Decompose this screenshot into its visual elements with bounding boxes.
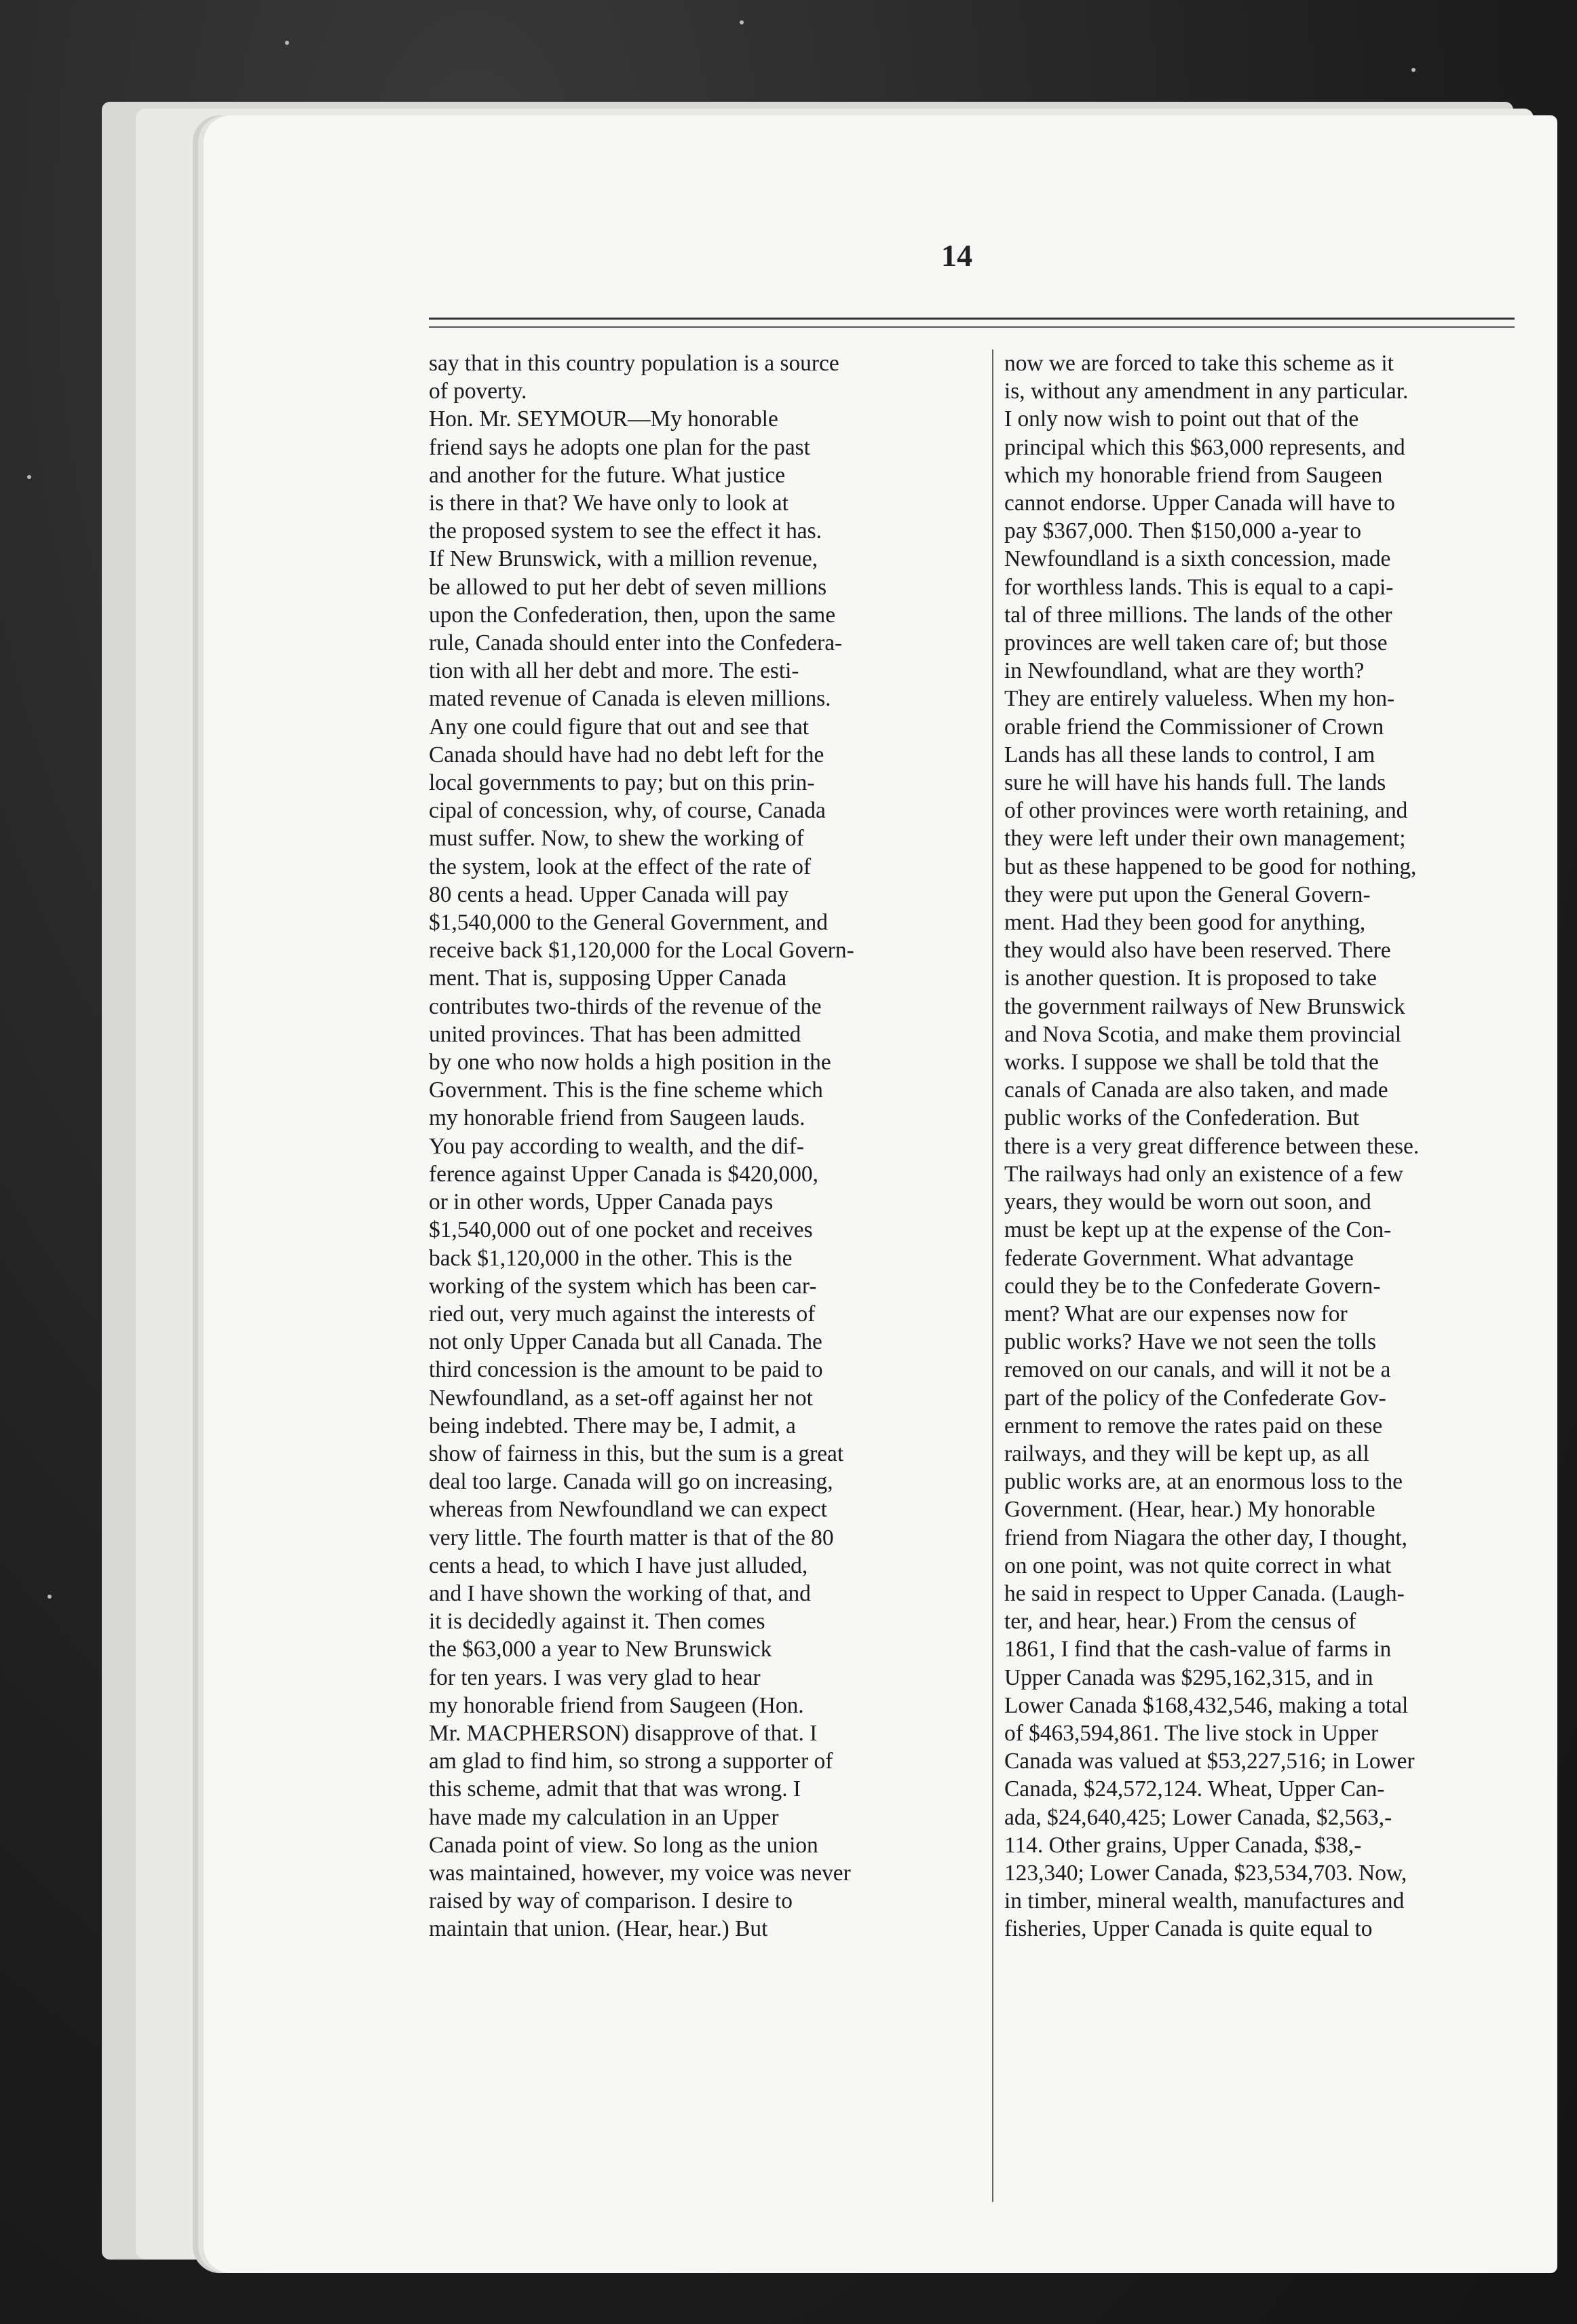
- text-line: of other provinces were worth retaining, and: [1004, 798, 1408, 824]
- text-line: 1861, I find that the cash-value of farms in: [1004, 1637, 1392, 1662]
- text-line: upon the Confederation, then, upon the same: [429, 602, 836, 628]
- text-line: Newfoundland is a sixth concession, made: [1004, 546, 1391, 572]
- text-line: They are entirely valueless. When my hon-: [1004, 686, 1395, 712]
- text-line: Mr. MACPHERSON) disapprove of that. I: [429, 1720, 818, 1746]
- text-line: the government railways of New Brunswick: [1004, 993, 1405, 1019]
- text-line: show of fairness in this, but the sum is a great: [429, 1441, 844, 1466]
- text-line: ference against Upper Canada is $420,000,: [429, 1161, 818, 1187]
- text-line: is there in that? We have only to look at: [429, 491, 788, 516]
- text-line: ment? What are our expenses now for: [1004, 1301, 1348, 1327]
- text-line: and I have shown the working of that, and: [429, 1580, 811, 1606]
- text-line: Upper Canada was $295,162,315, and in: [1004, 1664, 1373, 1690]
- dust-speck: [27, 475, 31, 479]
- text-line: of $463,594,861. The live stock in Upper: [1004, 1720, 1379, 1746]
- text-line: fisheries, Upper Canada is quite equal to: [1004, 1916, 1373, 1942]
- text-line: If New Brunswick, with a million revenue,: [429, 546, 818, 572]
- text-line: but as these happened to be good for nothing,: [1004, 854, 1417, 879]
- text-line: whereas from Newfoundland we can expect: [429, 1497, 827, 1523]
- text-line: orable friend the Commissioner of Crown: [1004, 714, 1384, 740]
- text-line: there is a very great difference between these.: [1004, 1133, 1420, 1159]
- text-line: and another for the future. What justice: [429, 462, 786, 488]
- text-line: provinces are well taken care of; but those: [1004, 630, 1388, 656]
- text-line: by one who now holds a high position in the: [429, 1050, 831, 1075]
- right-text-column: [992, 349, 1559, 1943]
- text-line: it is decidedly against it. Then comes: [429, 1609, 765, 1635]
- text-line: be allowed to put her debt of seven millions: [429, 574, 827, 600]
- text-line: they would also have been reserved. There: [1004, 938, 1391, 964]
- text-line: maintain that union. (Hear, hear.) But: [429, 1916, 768, 1942]
- text-line: 80 cents a head. Upper Canada will pay: [429, 881, 789, 907]
- text-line: canals of Canada are also taken, and made: [1004, 1078, 1388, 1103]
- text-line: have made my calculation in an Upper: [429, 1804, 779, 1830]
- text-line: cannot endorse. Upper Canada will have to: [1004, 491, 1395, 516]
- text-line: Lower Canada $168,432,546, making a total: [1004, 1692, 1409, 1718]
- text-line: ried out, very much against the interests of: [429, 1301, 816, 1327]
- text-line: contributes two-thirds of the revenue of the: [429, 993, 822, 1019]
- text-line: friend from Niagara the other day, I thought,: [1004, 1525, 1408, 1550]
- text-line: public works? Have we not seen the tolls: [1004, 1329, 1377, 1355]
- text-line: mated revenue of Canada is eleven millions.: [429, 686, 831, 712]
- page-number: 14: [941, 238, 972, 273]
- text-line: Government. (Hear, hear.) My honorable: [1004, 1497, 1375, 1523]
- text-line: united provinces. That has been admitted: [429, 1021, 801, 1047]
- text-line: being indebted. There may be, I admit, a: [429, 1413, 796, 1439]
- text-line: the system, look at the effect of the rate of: [429, 854, 812, 879]
- text-line: cipal of concession, why, of course, Canada: [429, 798, 826, 824]
- text-line: of poverty.: [429, 379, 527, 404]
- text-line: which my honorable friend from Saugeen: [1004, 462, 1383, 488]
- text-line: cents a head, to which I have just alluded,: [429, 1552, 808, 1578]
- text-line: back $1,120,000 in the other. This is the: [429, 1245, 793, 1271]
- text-line: say that in this country population is a source: [429, 351, 839, 376]
- text-line: ernment to remove the rates paid on these: [1004, 1413, 1383, 1439]
- text-line: they were put upon the General Govern-: [1004, 881, 1371, 907]
- dust-speck: [285, 41, 289, 45]
- text-line: working of the system which has been car-: [429, 1273, 817, 1299]
- text-line: part of the policy of the Confederate Gov-: [1004, 1385, 1386, 1411]
- dust-speck: [48, 1595, 52, 1599]
- text-line: Canada point of view. So long as the union: [429, 1832, 818, 1858]
- text-line: ment. Had they been good for anything,: [1004, 910, 1366, 936]
- text-line: now we are forced to take this scheme as it: [1004, 351, 1394, 376]
- text-line: Canada was valued at $53,227,516; in Lower: [1004, 1749, 1415, 1774]
- dust-speck: [740, 20, 744, 24]
- text-line: am glad to find him, so strong a supporter of: [429, 1749, 833, 1774]
- header-rule: [429, 318, 1515, 320]
- text-line: receive back $1,120,000 for the Local Govern-: [429, 938, 854, 964]
- text-line: federate Government. What advantage: [1004, 1245, 1354, 1271]
- text-line: ment. That is, supposing Upper Canada: [429, 966, 787, 991]
- dust-speck: [1411, 68, 1416, 72]
- text-line: my honorable friend from Saugeen (Hon.: [429, 1692, 804, 1718]
- header-rule: [429, 326, 1515, 328]
- text-line: You pay according to wealth, and the dif-: [429, 1133, 804, 1159]
- text-line: is, without any amendment in any particular.: [1004, 379, 1409, 404]
- text-line: Lands has all these lands to control, I am: [1004, 742, 1375, 767]
- text-line: Canada should have had no debt left for the: [429, 742, 824, 767]
- text-line: works. I suppose we shall be told that the: [1004, 1050, 1379, 1075]
- left-text-column: [429, 349, 992, 1943]
- text-line: they were left under their own management;: [1004, 826, 1406, 852]
- text-line: for worthless lands. This is equal to a capi-: [1004, 574, 1394, 600]
- text-line: not only Upper Canada but all Canada. The: [429, 1329, 822, 1355]
- text-line: this scheme, admit that that was wrong. I: [429, 1776, 801, 1802]
- text-line: must suffer. Now, to shew the working of: [429, 826, 804, 852]
- text-line: Any one could figure that out and see that: [429, 714, 810, 740]
- text-line: rule, Canada should enter into the Confedera-: [429, 630, 843, 656]
- text-line: must be kept up at the expense of the Con-: [1004, 1217, 1392, 1243]
- text-line: removed on our canals, and will it not be a: [1004, 1357, 1391, 1383]
- text-line: the proposed system to see the effect it has.: [429, 518, 822, 544]
- text-line: Hon. Mr. SEYMOUR—My honorable: [429, 406, 778, 432]
- text-line: in timber, mineral wealth, manufactures and: [1004, 1888, 1405, 1914]
- text-line: I only now wish to point out that of the: [1004, 406, 1359, 432]
- text-line: or in other words, Upper Canada pays: [429, 1189, 774, 1215]
- text-line: raised by way of comparison. I desire to: [429, 1888, 793, 1914]
- text-line: Newfoundland, as a set-off against her not: [429, 1385, 813, 1411]
- text-line: very little. The fourth matter is that of the 80: [429, 1525, 834, 1550]
- text-line: 114. Other grains, Upper Canada, $38,-: [1004, 1832, 1362, 1858]
- text-line: Government. This is the fine scheme which: [429, 1078, 823, 1103]
- text-line: tion with all her debt and more. The esti-: [429, 658, 799, 684]
- text-line: the $63,000 a year to New Brunswick: [429, 1637, 772, 1662]
- text-line: for ten years. I was very glad to hear: [429, 1664, 761, 1690]
- text-line: was maintained, however, my voice was never: [429, 1860, 851, 1886]
- text-line: ada, $24,640,425; Lower Canada, $2,563,-: [1004, 1804, 1392, 1830]
- text-line: friend says he adopts one plan for the past: [429, 434, 810, 460]
- text-line: The railways had only an existence of a few: [1004, 1161, 1403, 1187]
- text-line: years, they would be worn out soon, and: [1004, 1189, 1371, 1215]
- text-line: ter, and hear, hear.) From the census of: [1004, 1609, 1356, 1635]
- text-line: railways, and they will be kept up, as all: [1004, 1441, 1369, 1466]
- text-line: and Nova Scotia, and make them provincial: [1004, 1021, 1402, 1047]
- text-line: $1,540,000 to the General Government, and: [429, 910, 828, 936]
- text-line: my honorable friend from Saugeen lauds.: [429, 1105, 805, 1131]
- text-line: local governments to pay; but on this prin-: [429, 770, 815, 796]
- text-line: tal of three millions. The lands of the other: [1004, 602, 1392, 628]
- text-line: public works of the Confederation. But: [1004, 1105, 1360, 1131]
- text-line: public works are, at an enormous loss to the: [1004, 1469, 1403, 1495]
- text-line: Canada, $24,572,124. Wheat, Upper Can-: [1004, 1776, 1385, 1802]
- text-line: 123,340; Lower Canada, $23,534,703. Now,: [1004, 1860, 1407, 1886]
- text-line: $1,540,000 out of one pocket and receives: [429, 1217, 813, 1243]
- text-line: on one point, was not quite correct in what: [1004, 1552, 1392, 1578]
- text-line: he said in respect to Upper Canada. (Laugh-: [1004, 1580, 1405, 1606]
- text-line: could they be to the Confederate Govern-: [1004, 1273, 1381, 1299]
- text-line: in Newfoundland, what are they worth?: [1004, 658, 1365, 684]
- text-line: third concession is the amount to be paid to: [429, 1357, 823, 1383]
- text-line: pay $367,000. Then $150,000 a-year to: [1004, 518, 1362, 544]
- text-line: deal too large. Canada will go on increasing,: [429, 1469, 833, 1495]
- text-line: principal which this $63,000 represents, and: [1004, 434, 1405, 460]
- text-line: sure he will have his hands full. The lands: [1004, 770, 1386, 796]
- text-line: is another question. It is proposed to take: [1004, 966, 1377, 991]
